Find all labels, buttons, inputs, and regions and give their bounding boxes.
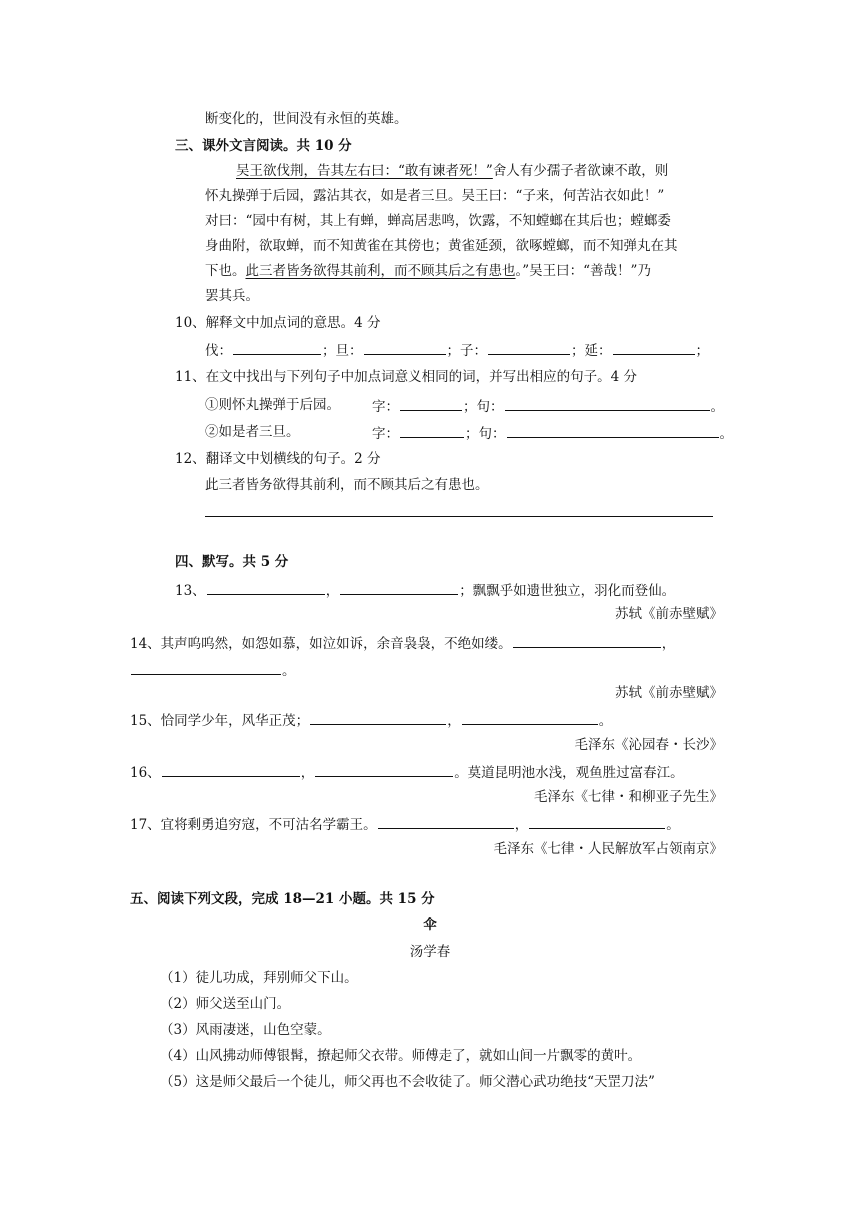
q11-2-end: 。 (719, 426, 733, 442)
q12-answer-line[interactable] (205, 516, 713, 517)
q14-blank-2[interactable] (131, 660, 281, 675)
question-12: 12、翻译文中划横线的句子。2 分 (175, 451, 381, 467)
story-paragraph-5: （5）这是师父最后一个徒儿，师父再也不会收徒了。师父潜心武功绝技“天罡刀法” (160, 1074, 655, 1090)
q10-label-zi: ；子： (446, 343, 487, 359)
q10-blank-dan[interactable] (364, 340, 446, 355)
q16-blank-1[interactable] (162, 762, 300, 777)
passage-line-1 (236, 162, 668, 180)
q12-sentence: 此三者皆务欲得其前利，而不顾其后之有患也。 (205, 477, 489, 493)
passage-line-5 (205, 262, 651, 280)
q14-blank-1[interactable] (513, 633, 661, 648)
story-paragraph-2: （2）师父送至山门。 (160, 996, 291, 1012)
question-13 (175, 580, 675, 600)
q17-comma: ， (514, 817, 529, 833)
story-author: 汤学春 (409, 944, 451, 960)
passage-underlined-opening: 吴王欲伐荆，告其左右曰：“敢有谏者死！” (236, 163, 493, 179)
story-title: 伞 (423, 917, 437, 933)
q17-end: 。 (666, 817, 680, 833)
q13-number: 13、 (175, 583, 206, 599)
q11-2-ju-blank[interactable] (507, 423, 719, 438)
q15-blank-2[interactable] (462, 710, 598, 725)
q10-blank-yan[interactable] (613, 340, 695, 355)
q15-blank-1[interactable] (310, 710, 446, 725)
passage-line-4: 身曲附，欲取蝉，而不知黄雀在其傍也；黄雀延颈，欲啄螳螂，而不知弹丸在其 (205, 238, 678, 254)
q11-2-zi-blank[interactable] (400, 423, 464, 438)
passage-line-3: 对曰：“园中有树，其上有蝉，蝉高居悲鸣，饮露，不知螳螂在其后也；螳螂委 (205, 213, 671, 229)
passage-line-6: 罢其兵。 (205, 288, 259, 304)
q17-source: 毛泽东《七律・人民解放军占领南京》 (493, 841, 723, 857)
q17-text: 17、宜将剩勇追穷寇，不可沽名学霸王。 (130, 817, 377, 833)
q11-2-ju-label: ；句： (465, 426, 506, 442)
q10-label-fa: 伐： (205, 343, 232, 359)
question-14-cont (130, 660, 296, 680)
q14-comma: ， (661, 636, 676, 652)
q11-1-zi-blank[interactable] (400, 396, 462, 411)
q17-blank-2[interactable] (529, 814, 665, 829)
q11-item-2-answers (372, 423, 733, 443)
q14-source: 苏轼《前赤壁赋》 (615, 685, 723, 701)
question-17 (130, 814, 680, 834)
passage-underlined-sentence: 此三者皆务欲得其前利，而不顾其后之有患也 (245, 263, 516, 279)
passage-line-2: 怀丸操弹于后园，露沾其衣，如是者三旦。吴王曰：“子来，何苦沾衣如此！” (205, 188, 665, 204)
q16-number: 16、 (130, 765, 161, 781)
q14-text: 14、其声呜呜然，如怨如慕，如泣如诉，余音袅袅，不绝如缕。 (130, 636, 512, 652)
q13-text: ；飘飘乎如遗世独立，羽化而登仙。 (459, 583, 676, 599)
q15-source: 毛泽东《沁园春・长沙》 (574, 737, 723, 753)
q11-1-zi-label: 字： (372, 399, 399, 415)
story-paragraph-3: （3）风雨凄迷，山色空蒙。 (160, 1022, 331, 1038)
question-10-answers (205, 340, 709, 360)
section3-heading: 三、课外文言阅读。共 10 分 (175, 138, 352, 154)
q10-blank-zi[interactable] (488, 340, 570, 355)
q13-blank-2[interactable] (340, 580, 458, 595)
q10-trailing-semicolon: ； (695, 343, 709, 359)
q13-source: 苏轼《前赤壁赋》 (615, 606, 723, 622)
q16-blank-2[interactable] (315, 762, 453, 777)
section4-heading: 四、默写。共 5 分 (175, 554, 289, 570)
question-16 (130, 762, 684, 782)
q15-text: 15、恰同学少年，风华正茂； (130, 713, 310, 729)
q16-text: 。莫道昆明池水浅，观鱼胜过富春江。 (454, 765, 684, 781)
q10-label-yan: ；延： (571, 343, 612, 359)
q11-1-ju-blank[interactable] (505, 396, 710, 411)
q15-end: 。 (598, 713, 613, 729)
question-14 (130, 633, 675, 653)
passage-line-5-start: 下也。 (205, 263, 246, 279)
story-paragraph-1: （1）徒儿功成，拜别师父下山。 (160, 970, 358, 986)
q11-1-end: 。 (710, 399, 724, 415)
section5-heading: 五、阅读下列文段，完成 18—21 小题。共 15 分 (130, 891, 435, 907)
q14-end: 。 (282, 663, 296, 679)
q16-source: 毛泽东《七律・和柳亚子先生》 (534, 789, 723, 805)
question-10: 10、解释文中加点词的意思。4 分 (175, 315, 381, 331)
q11-item-2: ②如是者三旦。 (205, 424, 300, 440)
passage-line-5-end: 。”吴王曰：“善哉！”乃 (515, 263, 651, 279)
q10-blank-fa[interactable] (233, 340, 321, 355)
q13-comma: ， (325, 583, 340, 599)
story-paragraph-4: （4）山风拂动师傅银髯，撩起师父衣带。师傅走了，就如山间一片飘零的黄叶。 (160, 1048, 642, 1064)
passage-line-1-rest: 舍人有少孺子者欲谏不敢，则 (492, 163, 669, 179)
q11-item-1-answers (372, 396, 724, 416)
q15-comma: ， (447, 713, 461, 729)
question-11: 11、在文中找出与下列句子中加点词意义相同的词，并写出相应的句子。4 分 (175, 369, 638, 385)
q17-blank-1[interactable] (378, 814, 514, 829)
q16-comma: ， (300, 765, 315, 781)
q11-2-zi-label: 字： (372, 426, 399, 442)
q11-item-1: ①则怀丸操弹于后园。 (205, 397, 340, 413)
question-15 (130, 710, 612, 730)
q13-blank-1[interactable] (207, 580, 325, 595)
section2-tail-line: 断变化的，世间没有永恒的英雄。 (205, 111, 408, 127)
q10-label-dan: ；旦： (322, 343, 363, 359)
q11-1-ju-label: ；句： (463, 399, 504, 415)
